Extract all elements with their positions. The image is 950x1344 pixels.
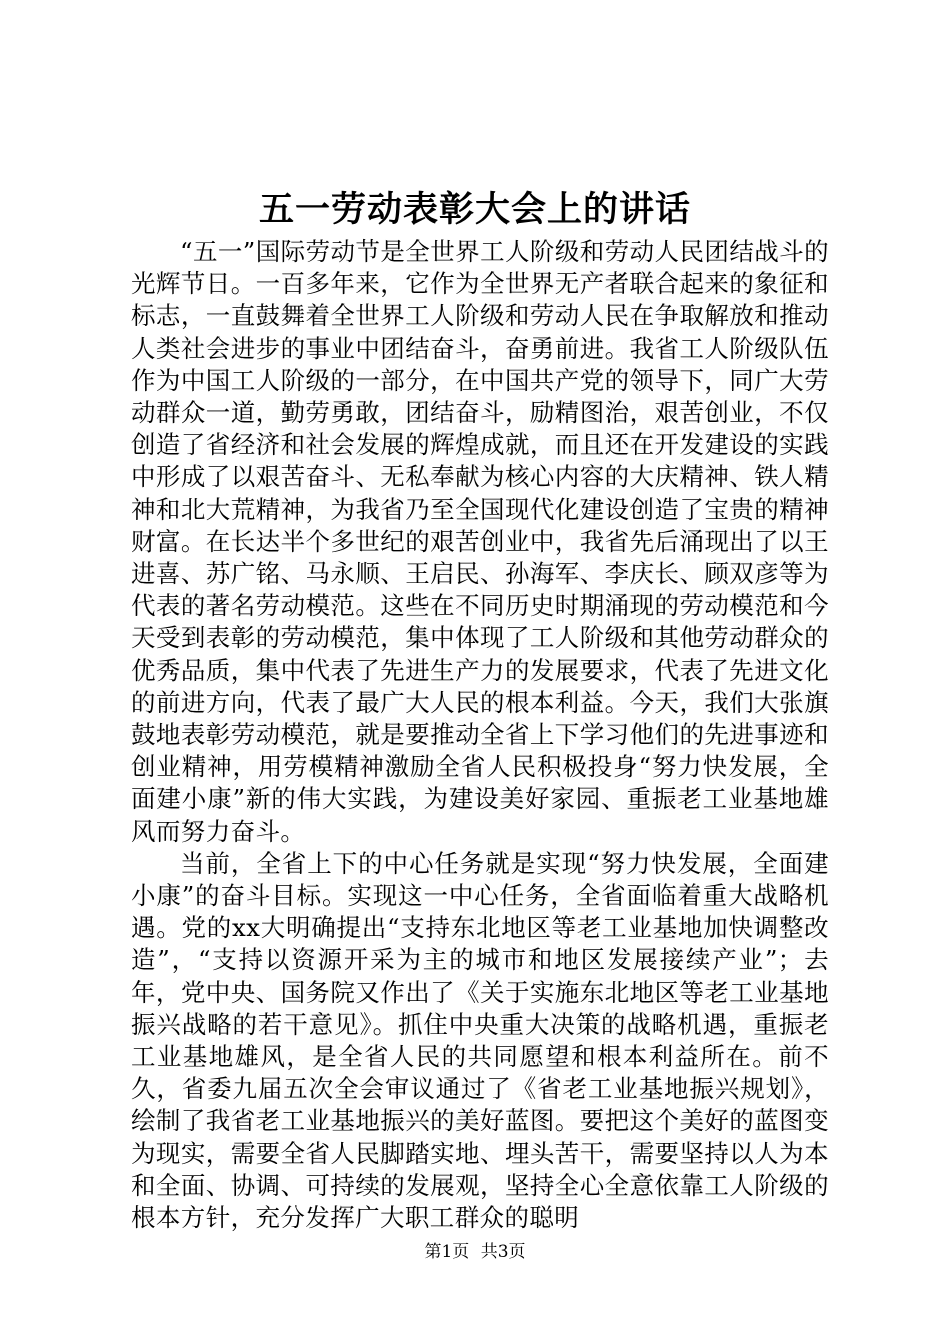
page-total: 共3页: [480, 1242, 526, 1262]
paragraph-1: “五一”国际劳动节是全世界工人阶级和劳动人民团结战斗的光辉节日。一百多年来，它作为全世界无产者联合起来的象征和标志，一直鼓舞着全世界工人阶级和劳动人民在争取解放和推动人类社会进步的事业中团结奋斗，奋勇前进。我省工人阶级队伍作为中国工人阶级的一部分，在中国共产党的领导下，同广大劳动群众一道，勤劳勇敢，团结奋斗，励精图治，艰苦创业，不仅创造了省经济和社会发展的辉煌成就，而且还在开发建设的实践中形成了以艰苦奋斗、无私奉献为核心内容的大庆精神、铁人精神和北大荒精神，为我省乃至全国现代化建设创造了宝贵的精神财富。在长达半个多世纪的艰苦创业中，我省先后涌现出了以王进喜、苏广铭、马永顺、王启民、孙海军、李庆长、顾双彦等为代表的著名劳动模范。这些在不同历史时期涌现的劳动模范和今天受到表彰的劳动模范，集中体现了工人阶级和其他劳动群众的优秀品质，集中代表了先进生产力的发展要求，代表了先进文化的前进方向，代表了最广大人民的根本利益。今天，我们大张旗鼓地表彰劳动模范，就是要推动全省上下学习他们的先进事迹和创业精神，用劳模精神激励全省人民积极投身“努力快发展，全面建小康”新的伟大实践，为建设美好家园、重振老工业基地雄风而努力奋斗。: [131, 237, 829, 846]
paragraph-2: 当前，全省上下的中心任务就是实现“努力快发展，全面建小康”的奋斗目标。实现这一中心任务，全省面临着重大战略机遇。党的xx大明确提出“支持东北地区等老工业基地加快调整改造”，“支持以资源开采为主的城市和地区发展接续产业”；去年，党中央、国务院又作出了《关于实施东北地区等老工业基地振兴战略的若干意见》。抓住中央重大决策的战略机遇，重振老工业基地雄风，是全省人民的共同愿望和根本利益所在。前不久，省委九届五次全会审议通过了《省老工业基地振兴规划》，绘制了我省老工业基地振兴的美好蓝图。要把这个美好的蓝图变为现实，需要全省人民脚踏实地、埋头苦干，需要坚持以人为本和全面、协调、可持续的发展观，坚持全心全意依靠工人阶级的根本方针，充分发挥广大职工群众的聪明: [131, 848, 829, 1233]
page-footer: [0, 1240, 950, 1264]
page-number: 第1页: [424, 1242, 470, 1262]
document-body: [131, 236, 829, 1234]
document-title: 五一劳动表彰大会上的讲话: [258, 189, 691, 230]
